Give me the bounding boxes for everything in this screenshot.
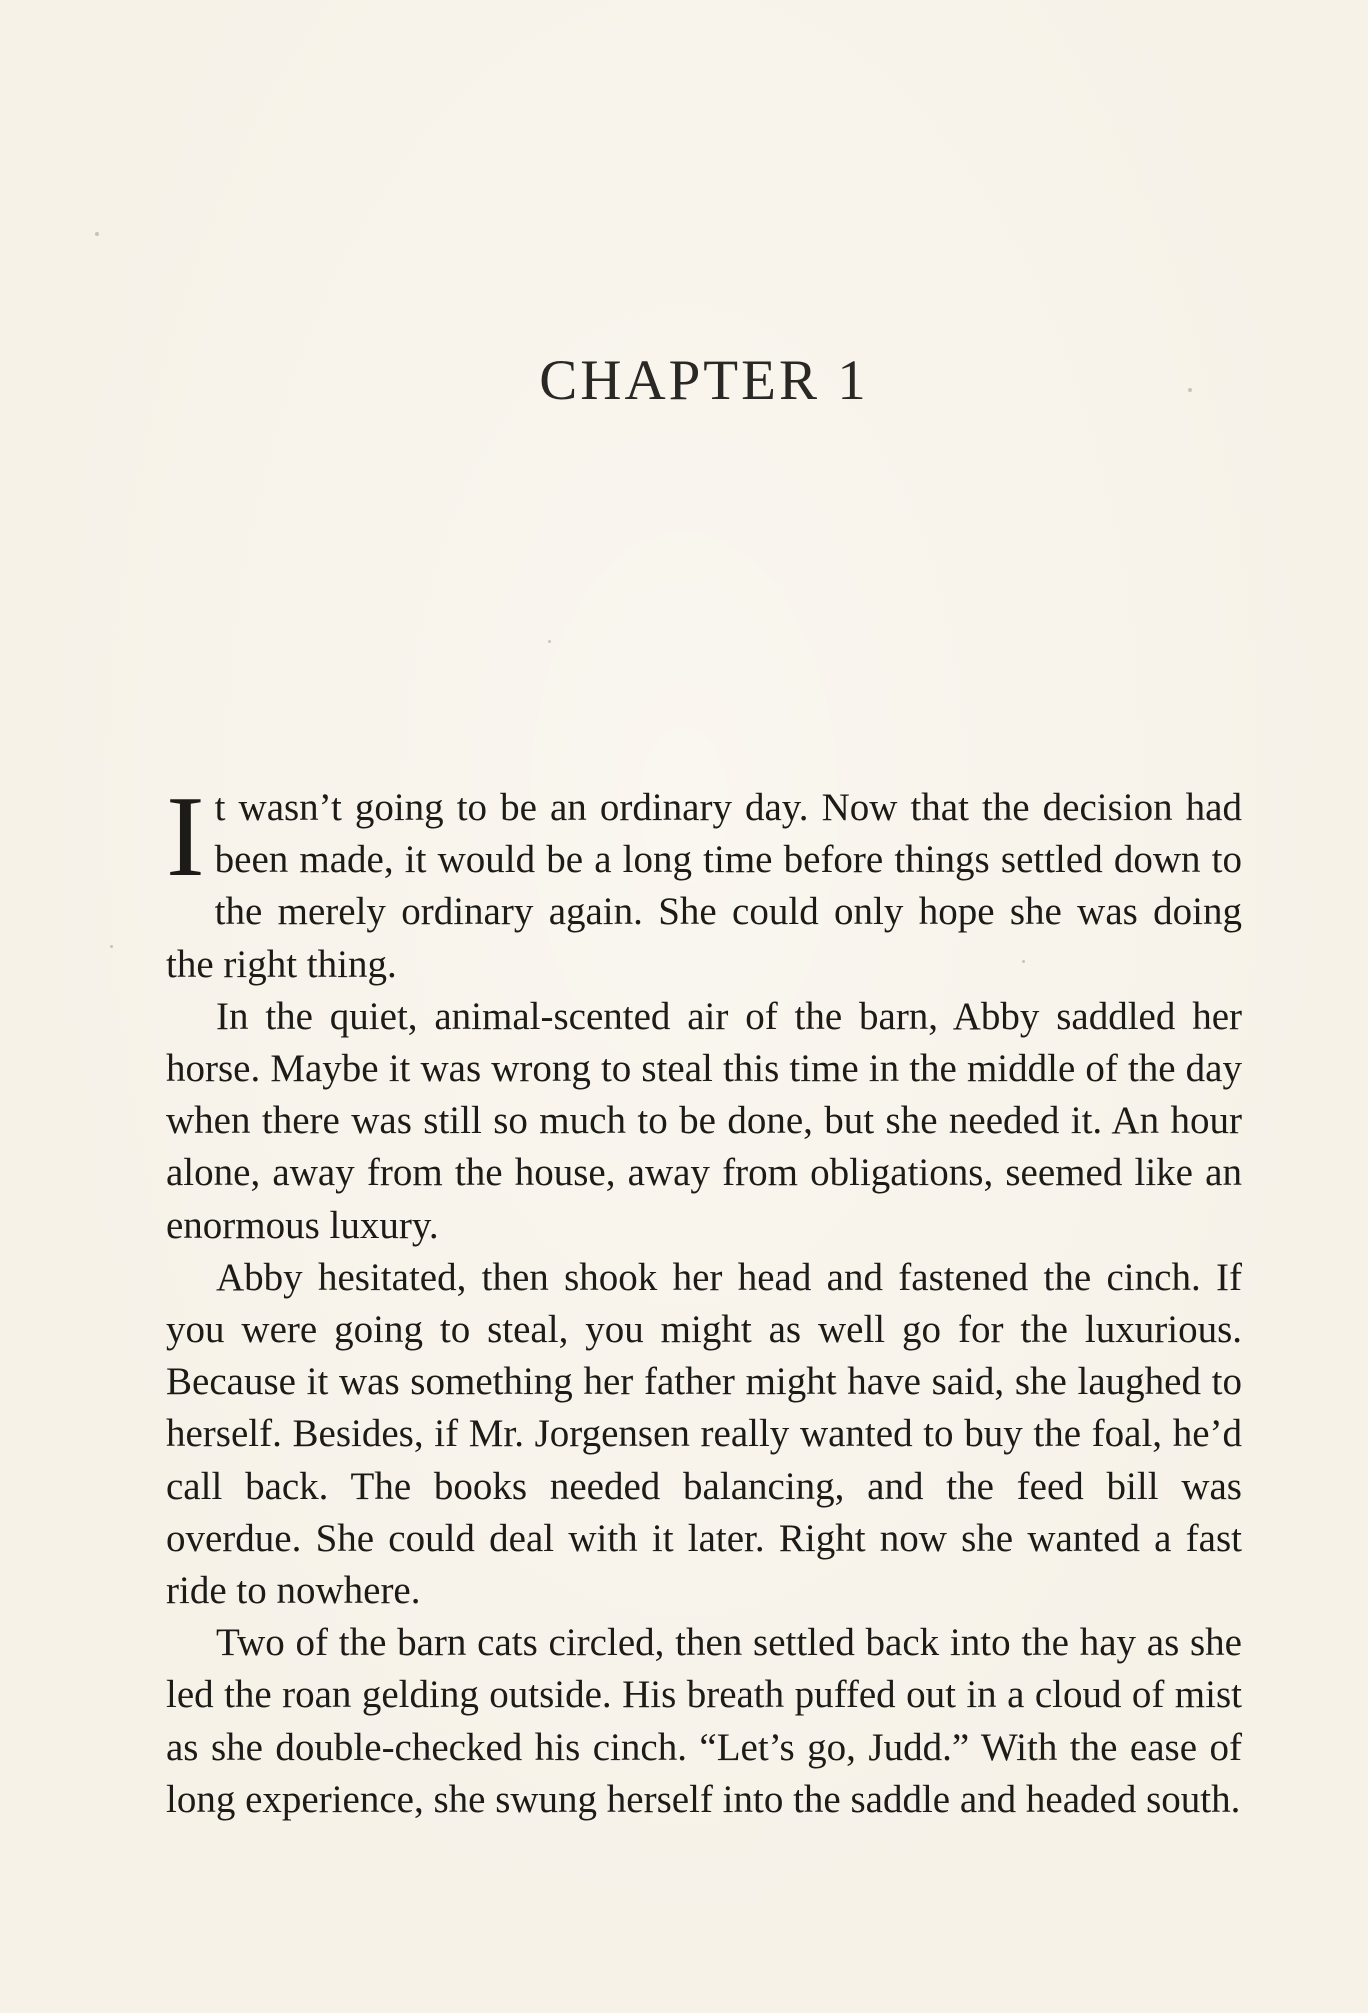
chapter-title: CHAPTER 1 (539, 349, 869, 412)
paragraph (166, 991, 1242, 1252)
paragraph-text: Two of the barn cats circled, then settled back into the hay as she led the roan gelding outside. His breath puffed out in a cloud of mist as she double-checked his cinch. “Let’s go, Judd.” With the ease of long experience, she swung herself into the saddle and headed south. (166, 1621, 1242, 1821)
paragraph (166, 1617, 1242, 1826)
paragraph (166, 773, 1242, 991)
drop-cap: I (166, 773, 205, 901)
paragraph (166, 1252, 1242, 1617)
paper-speck (95, 232, 99, 236)
chapter-body (166, 773, 1242, 1826)
paper-speck (110, 945, 113, 948)
paragraph-text: Abby hesitated, then shook her head and fastened the cinch. If you were going to steal, you might as well go for the luxurious. Because it was something her father might have said, she laughed to herself. Besides, if Mr. Jorgensen really wanted to buy the foal, he’d call back. The books needed balancing, and the feed bill was overdue. She could deal with it later. Right now she wanted a fast ride to nowhere. (166, 1255, 1242, 1613)
paragraph-text: In the quiet, animal-scented air of the barn, Abby saddled her horse. Maybe it was wrong to steal this time in the middle of the day when there was still so much to be done, but she needed it. An hour alone, away from the house, away from obligations, seemed like an enormous luxury. (166, 994, 1242, 1247)
paragraph-text: t wasn’t going to be an ordinary day. Now that the decision had been made, it would be a long time before things settled down to the merely ordinary again. She could only hope she was doing the right thing. (166, 786, 1242, 986)
paper-speck (548, 640, 551, 643)
